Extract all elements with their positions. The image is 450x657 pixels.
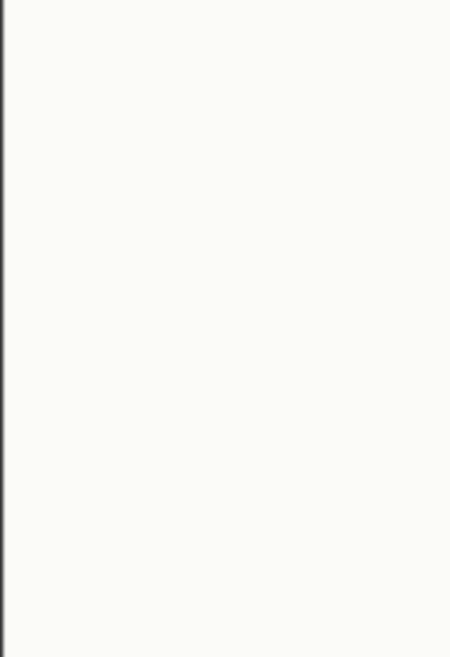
scan-edge	[0, 0, 6, 657]
